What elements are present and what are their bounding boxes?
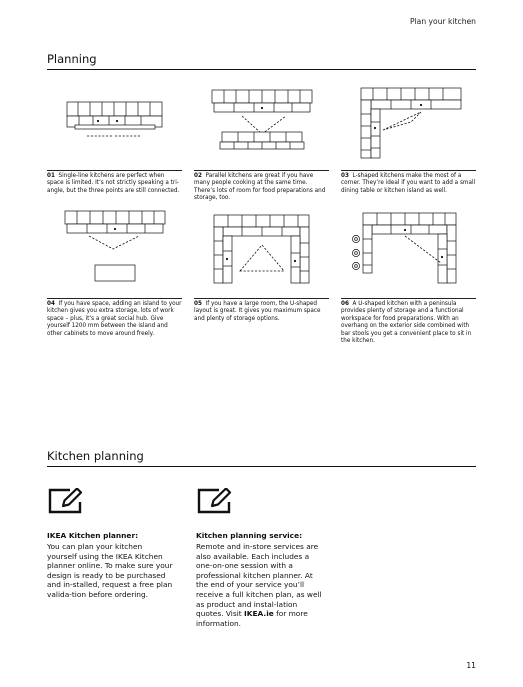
caption-number: 02 — [194, 173, 202, 179]
caption-rule — [47, 170, 182, 171]
caption-text: L-shaped kitchens make the most of a corner. They’re ideal if you want to add a small dining table or kitchen island as well. — [341, 173, 476, 194]
caption-01 — [47, 173, 182, 195]
caption-06 — [341, 301, 476, 345]
caption-text: Single-line kitchens are perfect when space is limited. It’s not strictly speaking a tri-angle, but the three points are still connected. — [47, 173, 180, 194]
caption-number: 03 — [341, 173, 349, 179]
caption-number: 06 — [341, 301, 349, 307]
section-divider — [47, 69, 476, 70]
edit-icon — [48, 488, 84, 514]
diagram-island — [47, 203, 182, 293]
caption-05 — [194, 301, 329, 323]
caption-rule — [47, 298, 182, 299]
card-body — [196, 542, 322, 628]
caption-rule — [341, 170, 476, 171]
card-body-text: for more information. — [196, 609, 308, 628]
diagram-parallel — [194, 80, 329, 170]
caption-03 — [341, 173, 476, 195]
card-body-text: Remote and in-store services are also available. Each includes a one-on-one session with a professional kitchen planner. At the end of your service you’ll receive a full kitchen plan, as well as product and instal-lation quotes. Visit — [196, 542, 322, 619]
edit-icon — [197, 488, 233, 514]
diagram-u-peninsula — [341, 203, 476, 293]
caption-text: Parallel kitchens are great if you have many people cooking at the same time. There’s lots of room for food preparations and storage, too. — [194, 173, 326, 202]
caption-04 — [47, 301, 182, 338]
section-divider — [47, 466, 476, 467]
caption-number: 05 — [194, 301, 202, 307]
caption-rule — [194, 170, 329, 171]
diagram-u-shaped — [194, 203, 329, 293]
card-body: You can plan your kitchen yourself using the IKEA Kitchen planner online. To make sure your design is ready to be purchased and in-stalled, request a free plan valida-tion before ordering. — [47, 542, 173, 599]
diagram-l-shaped — [341, 80, 476, 170]
caption-rule — [341, 298, 476, 299]
running-header: Plan your kitchen — [409, 17, 476, 26]
section-title-planning: Planning — [47, 52, 97, 66]
diagram-single-line — [47, 80, 182, 170]
page-number: 11 — [466, 661, 476, 670]
caption-rule — [194, 298, 329, 299]
card-title: IKEA Kitchen planner: — [47, 531, 139, 540]
caption-number: 04 — [47, 301, 55, 307]
section-title-kitchen-planning: Kitchen planning — [47, 449, 144, 463]
caption-02 — [194, 173, 329, 203]
card-title: Kitchen planning service: — [196, 531, 303, 540]
ikea-link[interactable]: IKEA.ie — [244, 609, 274, 619]
caption-text: If you have space, adding an island to your kitchen gives you extra storage, lots of work space – plus, it’s a great social hub. Give yourself 1200 mm between the island and other cabinets to move around freely. — [47, 301, 182, 337]
caption-number: 01 — [47, 173, 55, 179]
caption-text: If you have a large room, the U-shaped layout is great. It gives you maximum space and plenty of storage options. — [194, 301, 321, 322]
caption-text: A U-shaped kitchen with a peninsula provides plenty of storage and a functional workspace for food preparations. With an overhang on the exterior side combined with bar stools you get a convenient place to sit in the kitchen. — [341, 301, 472, 345]
